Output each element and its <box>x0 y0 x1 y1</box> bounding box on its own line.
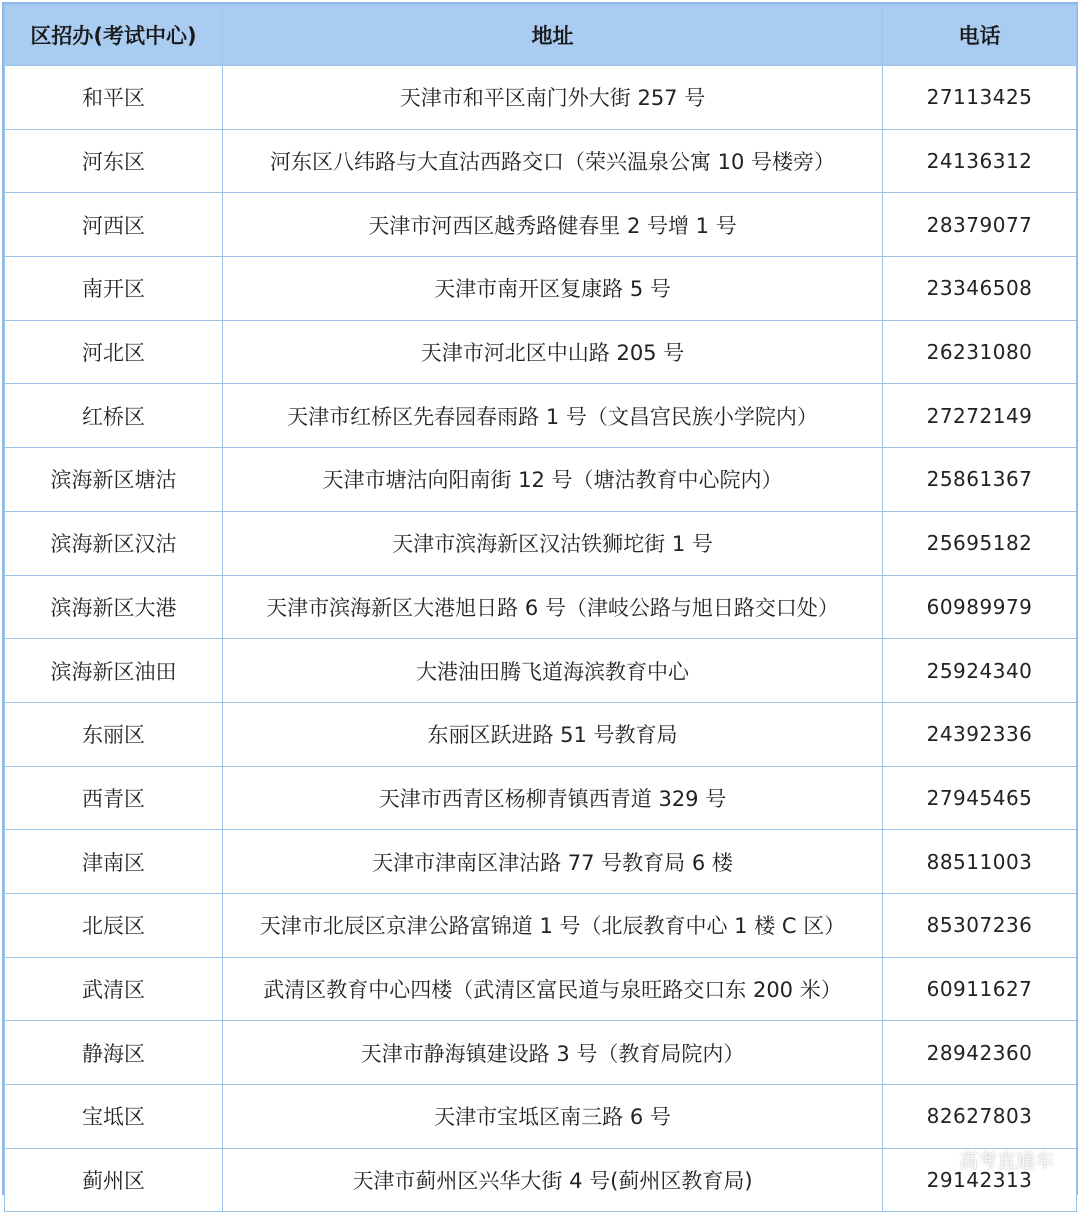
table-row <box>5 766 1077 830</box>
cell-district: 南开区 <box>5 257 223 321</box>
cell-district: 静海区 <box>5 1021 223 1085</box>
table-row <box>5 1021 1077 1085</box>
cell-address: 天津市宝坻区南三路 6 号 <box>223 1085 883 1149</box>
cell-address: 天津市滨海新区大港旭日路 6 号（津岐公路与旭日路交口处） <box>223 575 883 639</box>
cell-address: 东丽区跃进路 51 号教育局 <box>223 702 883 766</box>
cell-district: 西青区 <box>5 766 223 830</box>
cell-address: 天津市河西区越秀路健春里 2 号增 1 号 <box>223 193 883 257</box>
table-row <box>5 1148 1077 1212</box>
cell-district: 河北区 <box>5 320 223 384</box>
cell-phone: 60989979 <box>883 575 1077 639</box>
table-header-row <box>5 5 1077 66</box>
table-row <box>5 639 1077 703</box>
table-row <box>5 257 1077 321</box>
cell-phone: 29142313 <box>883 1148 1077 1212</box>
cell-phone: 85307236 <box>883 893 1077 957</box>
table-row <box>5 66 1077 130</box>
cell-district: 滨海新区大港 <box>5 575 223 639</box>
cell-phone: 23346508 <box>883 257 1077 321</box>
table-row <box>5 320 1077 384</box>
cell-district: 滨海新区塘沽 <box>5 448 223 512</box>
cell-address: 天津市河北区中山路 205 号 <box>223 320 883 384</box>
cell-address: 天津市南开区复康路 5 号 <box>223 257 883 321</box>
cell-phone: 82627803 <box>883 1085 1077 1149</box>
cell-district: 东丽区 <box>5 702 223 766</box>
cell-address: 天津市塘沽向阳南街 12 号（塘沽教育中心院内） <box>223 448 883 512</box>
cell-phone: 24392336 <box>883 702 1077 766</box>
cell-phone: 27945465 <box>883 766 1077 830</box>
district-office-table <box>4 4 1077 1212</box>
cell-address: 武清区教育中心四楼（武清区富民道与泉旺路交口东 200 米） <box>223 957 883 1021</box>
cell-phone: 26231080 <box>883 320 1077 384</box>
cell-phone: 88511003 <box>883 830 1077 894</box>
header-address: 地址 <box>223 5 883 66</box>
table-row <box>5 702 1077 766</box>
cell-district: 河西区 <box>5 193 223 257</box>
cell-address: 天津市和平区南门外大街 257 号 <box>223 66 883 130</box>
table-row <box>5 384 1077 448</box>
table-row <box>5 575 1077 639</box>
cell-district: 滨海新区油田 <box>5 639 223 703</box>
table-row <box>5 193 1077 257</box>
cell-address: 天津市滨海新区汉沽铁狮坨街 1 号 <box>223 511 883 575</box>
cell-district: 红桥区 <box>5 384 223 448</box>
cell-district: 和平区 <box>5 66 223 130</box>
cell-district: 武清区 <box>5 957 223 1021</box>
cell-address: 大港油田腾飞道海滨教育中心 <box>223 639 883 703</box>
cell-phone: 27272149 <box>883 384 1077 448</box>
table-row <box>5 893 1077 957</box>
table-row <box>5 448 1077 512</box>
cell-district: 津南区 <box>5 830 223 894</box>
cell-district: 蓟州区 <box>5 1148 223 1212</box>
header-district: 区招办(考试中心) <box>5 5 223 66</box>
cell-phone: 28379077 <box>883 193 1077 257</box>
header-phone: 电话 <box>883 5 1077 66</box>
cell-address: 天津市北辰区京津公路富锦道 1 号（北辰教育中心 1 楼 C 区） <box>223 893 883 957</box>
cell-phone: 28942360 <box>883 1021 1077 1085</box>
cell-phone: 25695182 <box>883 511 1077 575</box>
table-row <box>5 1085 1077 1149</box>
cell-district: 河东区 <box>5 129 223 193</box>
cell-address: 河东区八纬路与大直沽西路交口（荣兴温泉公寓 10 号楼旁） <box>223 129 883 193</box>
table-row <box>5 830 1077 894</box>
cell-phone: 25861367 <box>883 448 1077 512</box>
table-row <box>5 511 1077 575</box>
cell-phone: 60911627 <box>883 957 1077 1021</box>
cell-address: 天津市静海镇建设路 3 号（教育局院内） <box>223 1021 883 1085</box>
cell-district: 滨海新区汉沽 <box>5 511 223 575</box>
district-office-table-container <box>2 2 1078 1195</box>
cell-address: 天津市蓟州区兴华大街 4 号(蓟州区教育局) <box>223 1148 883 1212</box>
table-row <box>5 129 1077 193</box>
cell-phone: 27113425 <box>883 66 1077 130</box>
cell-address: 天津市红桥区先春园春雨路 1 号（文昌宫民族小学院内） <box>223 384 883 448</box>
cell-phone: 25924340 <box>883 639 1077 703</box>
cell-phone: 24136312 <box>883 129 1077 193</box>
table-row <box>5 957 1077 1021</box>
source-watermark: 高考直通车 <box>958 1150 1054 1172</box>
cell-address: 天津市西青区杨柳青镇西青道 329 号 <box>223 766 883 830</box>
cell-district: 北辰区 <box>5 893 223 957</box>
cell-address: 天津市津南区津沽路 77 号教育局 6 楼 <box>223 830 883 894</box>
cell-district: 宝坻区 <box>5 1085 223 1149</box>
